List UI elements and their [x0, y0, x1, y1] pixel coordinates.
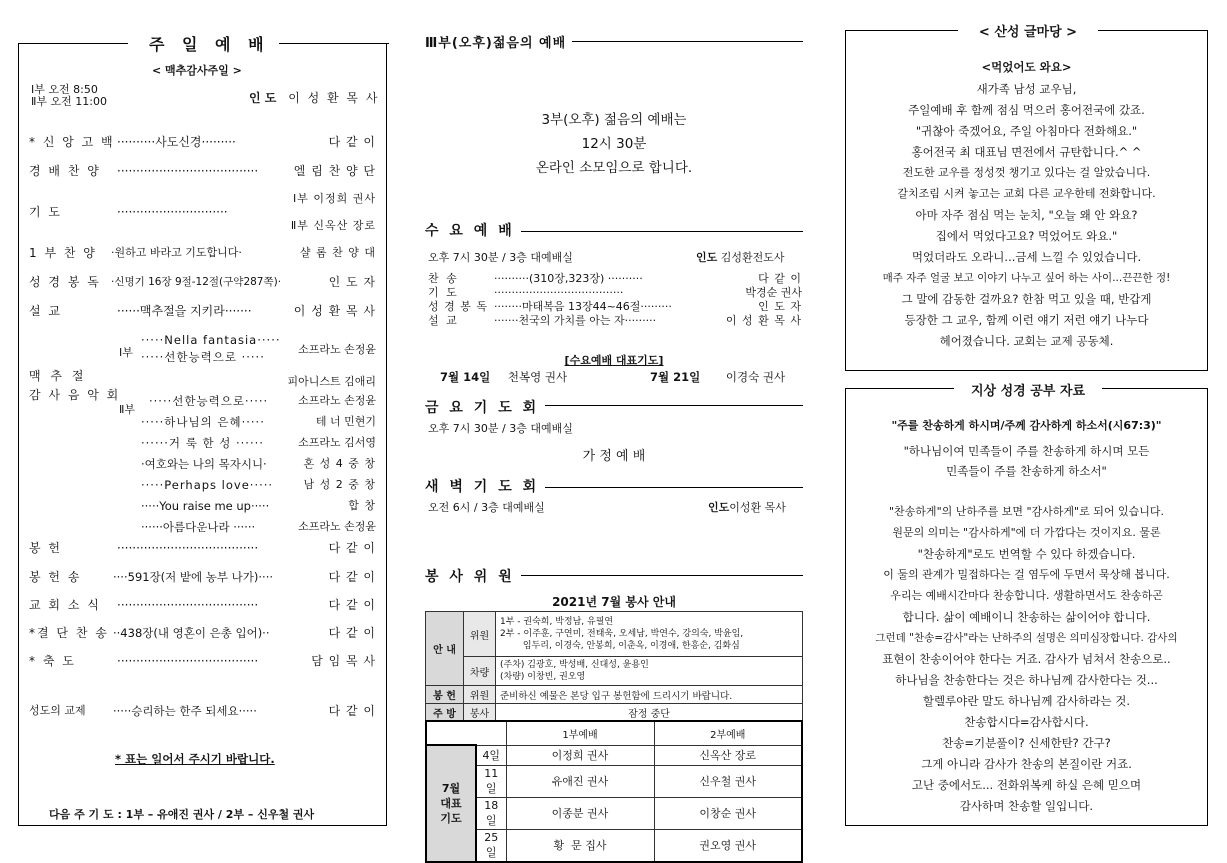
guide-label: 안 내 [426, 612, 464, 686]
music-label-2: 감 사 음 악 회 [29, 388, 121, 402]
prayer-p2: 권오영 권사 [654, 829, 802, 862]
kitchen-label: 주 방 [426, 704, 464, 722]
music-row: ·여호와는 나의 목자시니· 혼 성 4 중 창 [141, 457, 376, 471]
volunteer-table [425, 611, 803, 722]
prayer-p1: 이종분 권사 [506, 797, 654, 829]
study-verse: "주를 찬송하게 하시며/주께 감사하게 하소서(시67:3)" [891, 419, 1162, 432]
youth-notice-2: 12시 30분 [581, 136, 647, 152]
sunday-service-panel [18, 35, 387, 826]
music-row: ·····선한능력으로····· 소프라노 손정윤 [149, 394, 376, 408]
youth-notice-1: 3부(오후) 젊음의 예배는 [541, 112, 687, 128]
prayer-p1: 황 문 집사 [506, 829, 654, 862]
service-time-1: Ⅰ부 오전 8:50 [31, 83, 98, 96]
wed-prayer-date: 7월 14일 [440, 370, 491, 384]
header-part2: 2부예배 [654, 721, 802, 745]
prayer-schedule-table [425, 720, 803, 863]
music-row: ·····선한능력으로 ····· [141, 350, 265, 364]
order-row: 기 도 ····························· Ⅰ부 이정희 권사 [29, 192, 376, 219]
music-row: ·····Nella fantasia····· 소프라노 손정윤 [141, 333, 376, 356]
car-label: 차량 [464, 657, 496, 686]
service-time-2: Ⅱ부 오전 11:00 [31, 95, 107, 108]
kitchen-text: 잠정 중단 [496, 704, 803, 722]
wed-prayer-name: 이경숙 권사 [725, 370, 786, 384]
music-row: ·····Perhaps love····· 남 성 2 중 창 [141, 478, 376, 492]
wednesday-title: 수 요 예 배 [425, 220, 521, 240]
music-row: ······거 룩 한 성 ······ 소프라노 김서영 [141, 436, 376, 450]
youth-service-title: Ⅲ부(오후)젊음의 예배 [425, 32, 572, 51]
prayer-p2: 이창순 권사 [654, 797, 802, 829]
offering-role: 위원 [464, 686, 496, 704]
wednesday-prayer-title: [수요예배 대표기도] [564, 354, 664, 367]
order-row: 교 회 소 식 ····································· 다 같 이 [29, 598, 376, 612]
order-row: 설 교 ······맥추절을 지키라······· 이 성 환 목 사 [29, 304, 376, 318]
order-row: 성 경 봉 독 ·신명기 16장 9절-12절(구약287쪽)· 인 도 자 [29, 275, 376, 289]
committee-label: 위원 [464, 612, 496, 657]
dawn-leader-label: 인도 [708, 501, 730, 514]
next-week-prayer: 다음 주 기 도 : 1부 – 유애진 권사 / 2부 – 신우철 권사 [49, 808, 315, 821]
dawn-leader: 이성환 목사 [729, 501, 786, 514]
friday-note: 가 정 예 배 [582, 449, 646, 464]
offering-label: 봉 헌 [426, 686, 464, 704]
order-row: Ⅱ부 신옥산 장로 [290, 219, 376, 232]
prayer-p2: 신옥산 장로 [654, 745, 802, 765]
sunday-service-subtitle: < 맥추감사주일 > [152, 64, 242, 77]
leader-label: 인 도 [249, 91, 277, 105]
order-row: 성도의 교제 ·····승리하는 한주 되세요····· 다 같 이 [29, 704, 376, 718]
prayer-p2: 신우철 권사 [654, 765, 802, 797]
prayer-date: 18일 [476, 797, 506, 829]
wednesday-order: 찬 송 ··········(310장,323장) ·········· 다 같 이 기 도 ····································· 박경순 권사 성 경 봉 독 ········마태복음 13장44~46절········· 인 도 자 설 교 ·······천국의 가치를 아는 자········· 이 성 환 목 사 [428, 272, 802, 327]
order-row: *결 단 찬 송 ··438장(내 영혼이 은총 입어)·· 다 같 이 [29, 626, 376, 640]
music-row: ·····You raise me up····· 합 창 [141, 499, 376, 513]
bible-study-box: 지상 성경 공부 자료 "주를 찬송하게 하시며/주께 감사하게 하소서(시67:3)" "하나님이여 민족들이 주를 찬송하게 하시며 모든 민족들이 주를 찬송하게 하소서" "찬송하게"의 난하주를 보면 "감사하게"로 되어 있습니다. 원문의 의미는 "감사하게"에 더 가깝다는 것이지요. 물론 "찬송하게"로도 번역할 수 있다 하겠습니다. 이 둘의 관계가 밀접하다는 걸 염두에 두면서 묵상해 봅니다. 우리는 예배시간마다 찬송합니다. 생활하면서도 찬송하곤 합니다. 삶이 예배이니 찬송하는 삶이어야 합니다. 그런데 "찬송=감사"라는 난하주의 설명은 의미심장합니다. 감사의 표현이 찬송이어야 한다는 거죠. 감사가 넘쳐서 찬송으로.. 하나님을 찬송한다는 것은 하나님께 감사한다는 것... 할렐루야란 말도 하나님께 감사하라는 것. 찬송합시다=감사합시다. 찬송=기분풀이? 신세한탄? 간구? 그게 아니라 감사가 찬송의 본질이란 거죠. 고난 중에서도... 전화위복케 하실 은혜 믿으며 감사하며 찬송할 일입니다. [845, 388, 1208, 826]
kitchen-role: 봉사 [464, 704, 496, 722]
prayer-label: 7월 대표 기도 [426, 745, 476, 862]
prayer-date: 25일 [476, 829, 506, 862]
order-row: * 신 앙 고 백 ··········사도신경········· 다 같 이 [29, 135, 376, 149]
offering-text: 준비하신 예물은 본당 입구 봉헌함에 드리시기 바랍니다. [496, 686, 803, 704]
wednesday-leader-label: 인도 [696, 251, 718, 264]
wed-prayer-date: 7월 21일 [650, 370, 701, 384]
prayer-p1: 유애진 권사 [506, 765, 654, 797]
poem-title: < 산성 글마당 > [958, 21, 1098, 40]
friday-title: 금 요 기 도 회 [425, 397, 545, 417]
leader-name: 이 성 환 목 사 [288, 91, 380, 105]
standing-note: * 표는 일어서 주시기 바랍니다. [115, 752, 275, 766]
order-row: 1 부 찬 양 ·원하고 바라고 기도합니다· 샬 롬 찬 양 대 [29, 246, 376, 260]
wed-prayer-name: 천복영 권사 [507, 370, 568, 384]
order-row: 봉 헌 송 ····591장(저 밭에 농부 나가)···· 다 같 이 [29, 570, 376, 584]
order-row: 봉 헌 ····································· 다 같 이 [29, 541, 376, 555]
friday-time: 오후 7시 30분 / 3층 대예배실 [428, 422, 573, 435]
prayer-date: 4일 [476, 745, 506, 765]
poem-box: < 산성 글마당 > <먹었어도 와요> 새가족 남성 교우님, 주일예배 후 함께 점심 먹으러 홍어전국에 갔죠. "귀찮아 죽겠어요, 주일 아침마다 전화해요." 홍어전국 최 대표님 면전에서 규탄합니다.^ ^ 전도한 교우를 정성껏 챙기고 있다는 걸 알았습니다. 갈치조림 시켜 놓고는 교회 다른 교우한테 전화합니다. 아마 자주 점심 먹는 눈치, "오늘 왜 안 와요? 집에서 먹었다고요? 먹었어도 와요." 먹었더라도 오라니...금세 느낄 수 있었습니다. 매주 자주 얼굴 보고 이야기 나누고 싶어 하는 사이...끈끈한 정! 그 말에 감동한 걸까요? 한참 먹고 있을 때, 반갑게 등장한 그 교우, 함께 이런 얘기 저런 얘기 나누다 헤어졌습니다. 교회는 교제 공동체. [845, 30, 1208, 371]
volunteers-title: 봉 사 위 원 [425, 566, 521, 586]
dawn-time: 오전 6시 / 3층 대예배실 [428, 501, 545, 514]
prayer-p1: 이정희 권사 [506, 745, 654, 765]
music-part-2: Ⅱ부 [119, 403, 136, 416]
committee-list: 1부 - 권숙희, 박정남, 유필연 2부 - 이주훈, 구연미, 전태욱, 오세남, 박연수, 강의숙, 박윤임, 임두리, 이경숙, 안봉희, 이춘옥, 이경애, 한흥순, 김화심 [496, 612, 803, 657]
order-row: 경 배 찬 양 ····································· 엘 림 찬 양 단 [29, 164, 376, 178]
music-row: 피아니스트 김애리 [287, 375, 376, 388]
music-row: ·····하나님의 은혜····· 테 너 민현기 [141, 415, 376, 429]
wednesday-leader: 김성환전도사 [720, 251, 785, 264]
prayer-date: 11일 [476, 765, 506, 797]
dawn-title: 새 벽 기 도 회 [425, 476, 545, 496]
poem-subtitle: <먹었어도 와요> [981, 60, 1072, 74]
car-list: (주차) 김광호, 박성배, 신대성, 윤용인 (차량) 이창빈, 권오영 [496, 657, 803, 686]
youth-notice-3: 온라인 소모임으로 합니다. [535, 160, 693, 176]
music-part-1: Ⅰ부 [119, 346, 133, 359]
music-row: ······아름다운나라 ······ 소프라노 손정윤 [141, 520, 376, 534]
study-title: 지상 성경 공부 자료 [954, 380, 1102, 399]
music-label-1: 맥 추 절 [29, 369, 87, 383]
order-row: * 축 도 ····································· 담 임 목 사 [29, 654, 376, 668]
volunteers-subtitle: 2021년 7월 봉사 안내 [552, 595, 676, 609]
wednesday-time: 오후 7시 30분 / 3층 대예배실 [428, 251, 573, 264]
header-part1: 1부예배 [506, 721, 654, 745]
sunday-service-title: 주 일 예 배 [149, 35, 270, 54]
